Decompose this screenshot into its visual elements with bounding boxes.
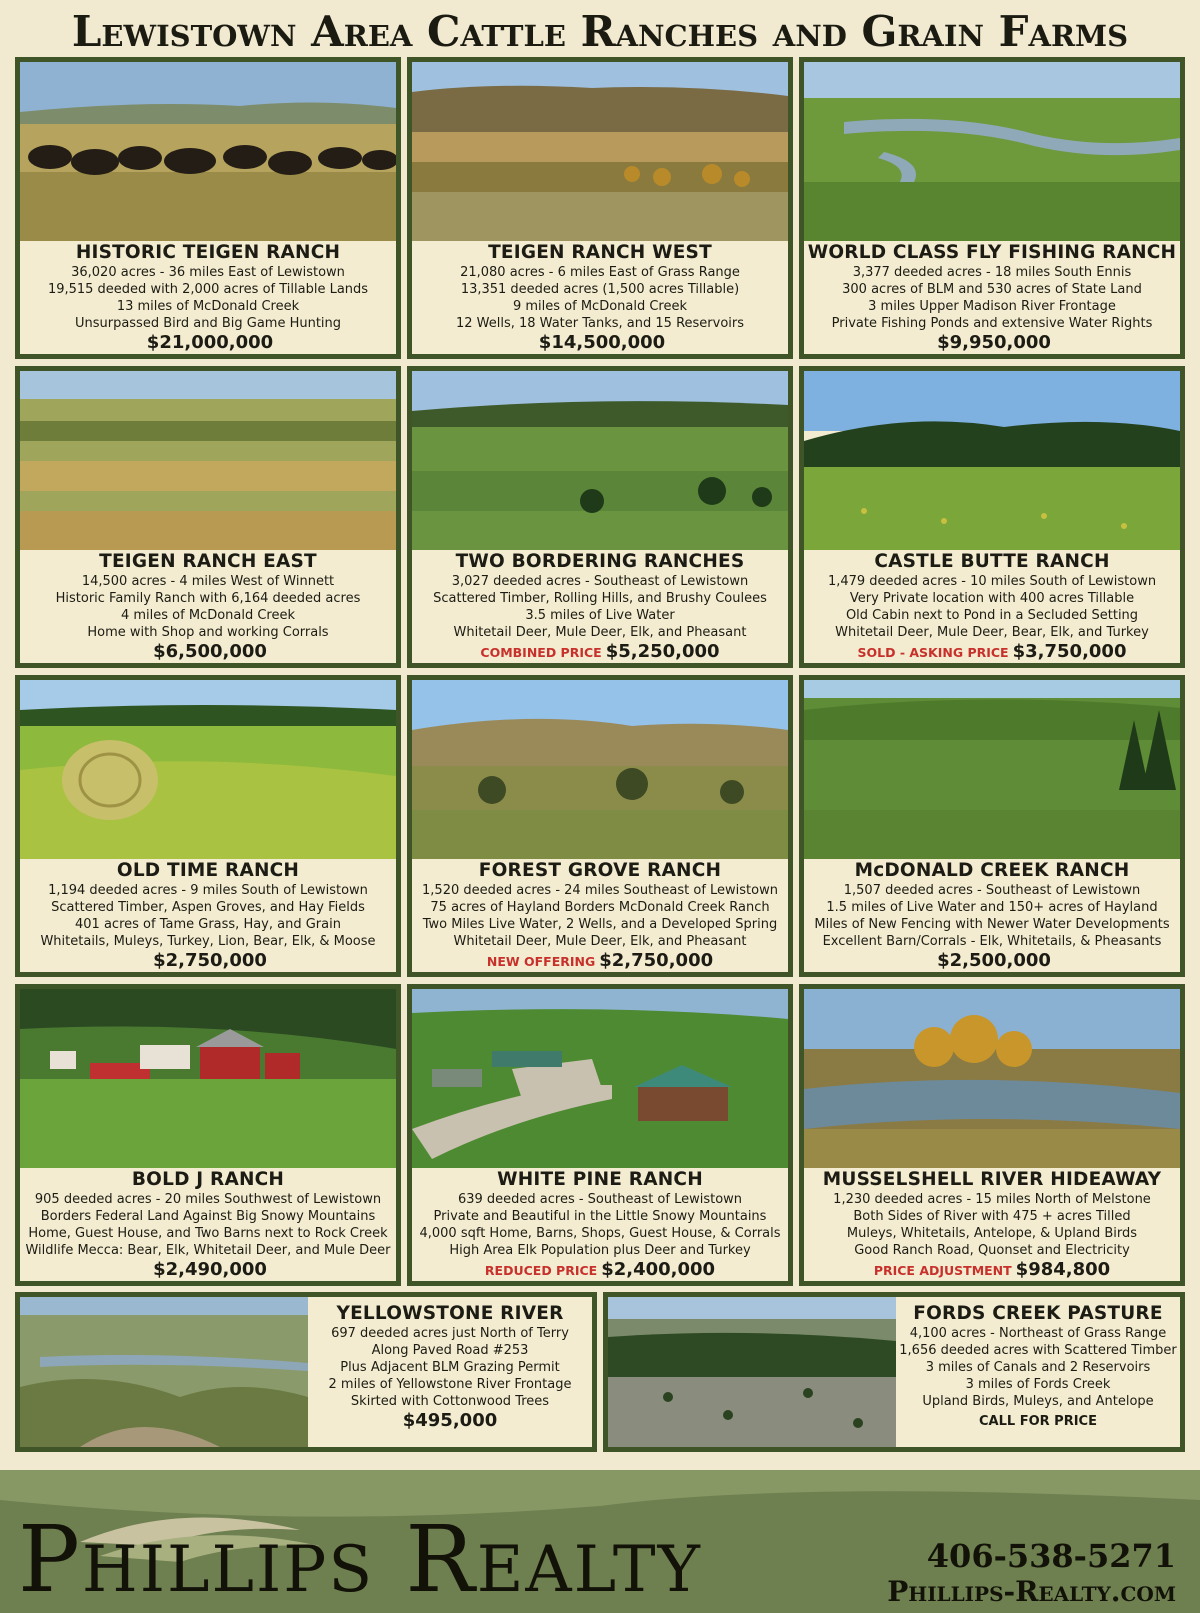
listing-name: MUSSELSHELL RIVER HIDEAWAY (822, 1169, 1162, 1190)
listing-detail: 13,351 deeded acres (1,500 acres Tillable) (460, 282, 740, 297)
listing-detail: Whitetails, Muleys, Turkey, Lion, Bear, Elk, & Moose (40, 934, 376, 949)
listing-card-old-time-ranch[interactable] (15, 675, 401, 977)
listing-detail: Scattered Timber, Rolling Hills, and Brushy Coulees (433, 591, 767, 606)
ranch-photo (804, 680, 1180, 859)
listing-detail: 19,515 deeded with 2,000 acres of Tillable Lands (47, 282, 369, 297)
listing-tag: NEW OFFERING (486, 954, 596, 969)
listing-name: FORDS CREEK PASTURE (913, 1303, 1163, 1324)
listing-name: WHITE PINE RANCH (497, 1169, 703, 1190)
listing-name: HISTORIC TEIGEN RANCH (75, 242, 341, 263)
page-title: Lewistown Area Cattle Ranches and Grain Farms (71, 7, 1129, 56)
listing-detail: 4 miles of McDonald Creek (120, 608, 296, 623)
listing-name: OLD TIME RANCH (116, 860, 300, 881)
listing-name: McDONALD CREEK RANCH (854, 860, 1130, 881)
listing-tag: SOLD - ASKING PRICE (857, 645, 1009, 660)
listing-tag: PRICE ADJUSTMENT (873, 1263, 1012, 1278)
listing-detail: Whitetail Deer, Mule Deer, Bear, Elk, and Turkey (835, 625, 1149, 640)
listing-card-mcdonald-creek-ranch[interactable] (799, 675, 1185, 977)
listing-detail: 75 acres of Hayland Borders McDonald Creek Ranch (430, 900, 770, 915)
listing-name: TWO BORDERING RANCHES (455, 551, 745, 572)
listing-name: BOLD J RANCH (131, 1169, 285, 1190)
listing-card-historic-teigen-ranch[interactable] (15, 57, 401, 359)
listing-detail: 1,479 deeded acres - 10 miles South of Lewistown (827, 574, 1157, 589)
ranch-photo (804, 989, 1180, 1168)
listing-card-forest-grove-ranch[interactable] (407, 675, 793, 977)
listing-detail: 401 acres of Tame Grass, Hay, and Grain (75, 917, 341, 932)
listing-detail: Scattered Timber, Aspen Groves, and Hay Fields (51, 900, 365, 915)
listing-detail: Private and Beautiful in the Little Snowy Mountains (433, 1209, 767, 1224)
listing-detail: 3 miles Upper Madison River Frontage (868, 299, 1116, 314)
phone-number[interactable]: 406-538-5271 (926, 1537, 1176, 1575)
listing-detail: Unsurpassed Bird and Big Game Hunting (74, 316, 342, 331)
listing-detail: 36,020 acres - 36 miles East of Lewistown (71, 265, 345, 280)
ranch-photo (20, 989, 396, 1168)
ranch-photo (804, 371, 1180, 550)
listing-card-yellowstone-river[interactable] (15, 1292, 597, 1452)
listing-price: $2,500,000 (937, 950, 1051, 971)
listing-price: $9,950,000 (937, 332, 1051, 353)
listing-name: WORLD CLASS FLY FISHING RANCH (807, 242, 1177, 263)
listing-detail: Excellent Barn/Corrals - Elk, Whitetails, & Pheasants (822, 934, 1162, 949)
listing-detail: 1.5 miles of Live Water and 150+ acres of Hayland (826, 900, 1158, 915)
footer (0, 1470, 1200, 1613)
listing-price: $2,490,000 (153, 1259, 267, 1280)
listing-detail: High Area Elk Population plus Deer and Turkey (449, 1243, 751, 1258)
ranch-photo (20, 62, 396, 241)
listing-detail: 4,100 acres - Northeast of Grass Range (909, 1326, 1167, 1341)
listing-detail: 905 deeded acres - 20 miles Southwest of Lewistown (34, 1192, 382, 1207)
listing-detail: Upland Birds, Muleys, and Antelope (922, 1394, 1154, 1409)
ranch-photo (608, 1297, 896, 1447)
listing-card-bold-j-ranch[interactable] (15, 984, 401, 1286)
listing-detail: 3,027 deeded acres - Southeast of Lewistown (451, 574, 749, 589)
listing-price: NEW OFFERING $2,750,000 (486, 950, 714, 971)
listing-price: COMBINED PRICE $5,250,000 (480, 641, 720, 662)
listing-detail: 3 miles of Fords Creek (965, 1377, 1111, 1392)
listing-detail: 639 deeded acres - Southeast of Lewistown (457, 1192, 743, 1207)
listing-price: REDUCED PRICE $2,400,000 (484, 1259, 716, 1280)
listing-detail: 4,000 sqft Home, Barns, Shops, Guest House, & Corrals (419, 1226, 781, 1241)
listing-detail: Two Miles Live Water, 2 Wells, and a Developed Spring (422, 917, 778, 932)
listing-detail: 1,194 deeded acres - 9 miles South of Lewistown (48, 883, 368, 898)
listing-detail: Both Sides of River with 475 + acres Tilled (853, 1209, 1131, 1224)
brand-name: Phillips Realty (18, 1506, 702, 1613)
listing-card-world-class-fly-fishing-ranch[interactable] (799, 57, 1185, 359)
listing-card-white-pine-ranch[interactable] (407, 984, 793, 1286)
listing-detail: Borders Federal Land Against Big Snowy Mountains (40, 1209, 376, 1224)
ranch-photo (412, 371, 788, 550)
listing-price: $14,500,000 (538, 332, 666, 353)
listing-detail: 1,507 deeded acres - Southeast of Lewistown (843, 883, 1141, 898)
listing-price: $6,500,000 (153, 641, 267, 662)
listing-detail: Private Fishing Ponds and extensive Water Rights (831, 316, 1153, 331)
listing-detail: 1,230 deeded acres - 15 miles North of Melstone (833, 1192, 1151, 1207)
listing-detail: 12 Wells, 18 Water Tanks, and 15 Reservoirs (455, 316, 745, 331)
listing-detail: Muleys, Whitetails, Antelope, & Upland Birds (846, 1226, 1138, 1241)
listing-detail: Along Paved Road #253 (371, 1343, 529, 1358)
listing-detail: 2 miles of Yellowstone River Frontage (328, 1377, 572, 1392)
listing-detail: 14,500 acres - 4 miles West of Winnett (81, 574, 335, 589)
listing-detail: Whitetail Deer, Mule Deer, Elk, and Pheasant (453, 625, 747, 640)
listing-detail: Miles of New Fencing with Newer Water Developments (814, 917, 1170, 932)
call-for-price: CALL FOR PRICE (979, 1414, 1097, 1429)
listing-card-musselshell-river-hideaway[interactable] (799, 984, 1185, 1286)
listing-price: $2,750,000 (153, 950, 267, 971)
listing-detail: Skirted with Cottonwood Trees (350, 1394, 550, 1409)
listing-name: CASTLE BUTTE RANCH (874, 551, 1110, 572)
listing-card-castle-butte-ranch[interactable] (799, 366, 1185, 668)
listing-detail: 697 deeded acres just North of Terry (331, 1326, 569, 1341)
listing-detail: Historic Family Ranch with 6,164 deeded acres (55, 591, 361, 606)
listing-detail: 1,656 deeded acres with Scattered Timber (899, 1343, 1177, 1358)
listing-card-fords-creek-pasture[interactable] (603, 1292, 1185, 1452)
ranch-photo (412, 680, 788, 859)
ranch-photo (412, 989, 788, 1168)
listing-name: TEIGEN RANCH EAST (99, 551, 317, 572)
listing-detail: 13 miles of McDonald Creek (116, 299, 300, 314)
listing-detail: Good Ranch Road, Quonset and Electricity (854, 1243, 1130, 1258)
listing-price: $495,000 (402, 1410, 498, 1431)
listing-tag: REDUCED PRICE (484, 1263, 598, 1278)
listing-tag: COMBINED PRICE (480, 645, 602, 660)
listing-price: $21,000,000 (146, 332, 274, 353)
ranch-photo (20, 371, 396, 550)
listing-detail: 1,520 deeded acres - 24 miles Southeast of Lewistown (422, 883, 778, 898)
listing-name: FOREST GROVE RANCH (478, 860, 722, 881)
ranch-photo (804, 62, 1180, 241)
listing-detail: 300 acres of BLM and 530 acres of State Land (842, 282, 1142, 297)
listing-detail: 21,080 acres - 6 miles East of Grass Range (460, 265, 740, 280)
listing-detail: Wildlife Mecca: Bear, Elk, Whitetail Deer, and Mule Deer (25, 1243, 391, 1258)
listing-detail: Very Private location with 400 acres Tillable (849, 591, 1135, 606)
listing-detail: Plus Adjacent BLM Grazing Permit (340, 1360, 560, 1375)
listing-card-two-bordering-ranches[interactable] (407, 366, 793, 668)
listing-detail: Home with Shop and working Corrals (87, 625, 329, 640)
listing-detail: Whitetail Deer, Mule Deer, Elk, and Pheasant (453, 934, 747, 949)
listing-card-teigen-ranch-west[interactable] (407, 57, 793, 359)
listing-detail: 3.5 miles of Live Water (525, 608, 675, 623)
listing-card-teigen-ranch-east[interactable] (15, 366, 401, 668)
listing-price: PRICE ADJUSTMENT $984,800 (873, 1259, 1111, 1280)
listing-detail: Old Cabin next to Pond in a Secluded Setting (845, 608, 1139, 623)
ranch-photo (20, 680, 396, 859)
listing-price: SOLD - ASKING PRICE $3,750,000 (857, 641, 1127, 662)
listing-name: YELLOWSTONE RIVER (336, 1303, 564, 1324)
ranch-photo (412, 62, 788, 241)
listing-detail: 3 miles of Canals and 2 Reservoirs (925, 1360, 1151, 1375)
listing-detail: 3,377 deeded acres - 18 miles South Ennis (852, 265, 1132, 280)
ranch-photo (20, 1297, 308, 1447)
listing-name: TEIGEN RANCH WEST (488, 242, 712, 263)
listing-detail: Home, Guest House, and Two Barns next to Rock Creek (28, 1226, 388, 1241)
website-link[interactable]: Phillips-Realty.com (887, 1575, 1176, 1608)
listing-detail: 9 miles of McDonald Creek (512, 299, 688, 314)
